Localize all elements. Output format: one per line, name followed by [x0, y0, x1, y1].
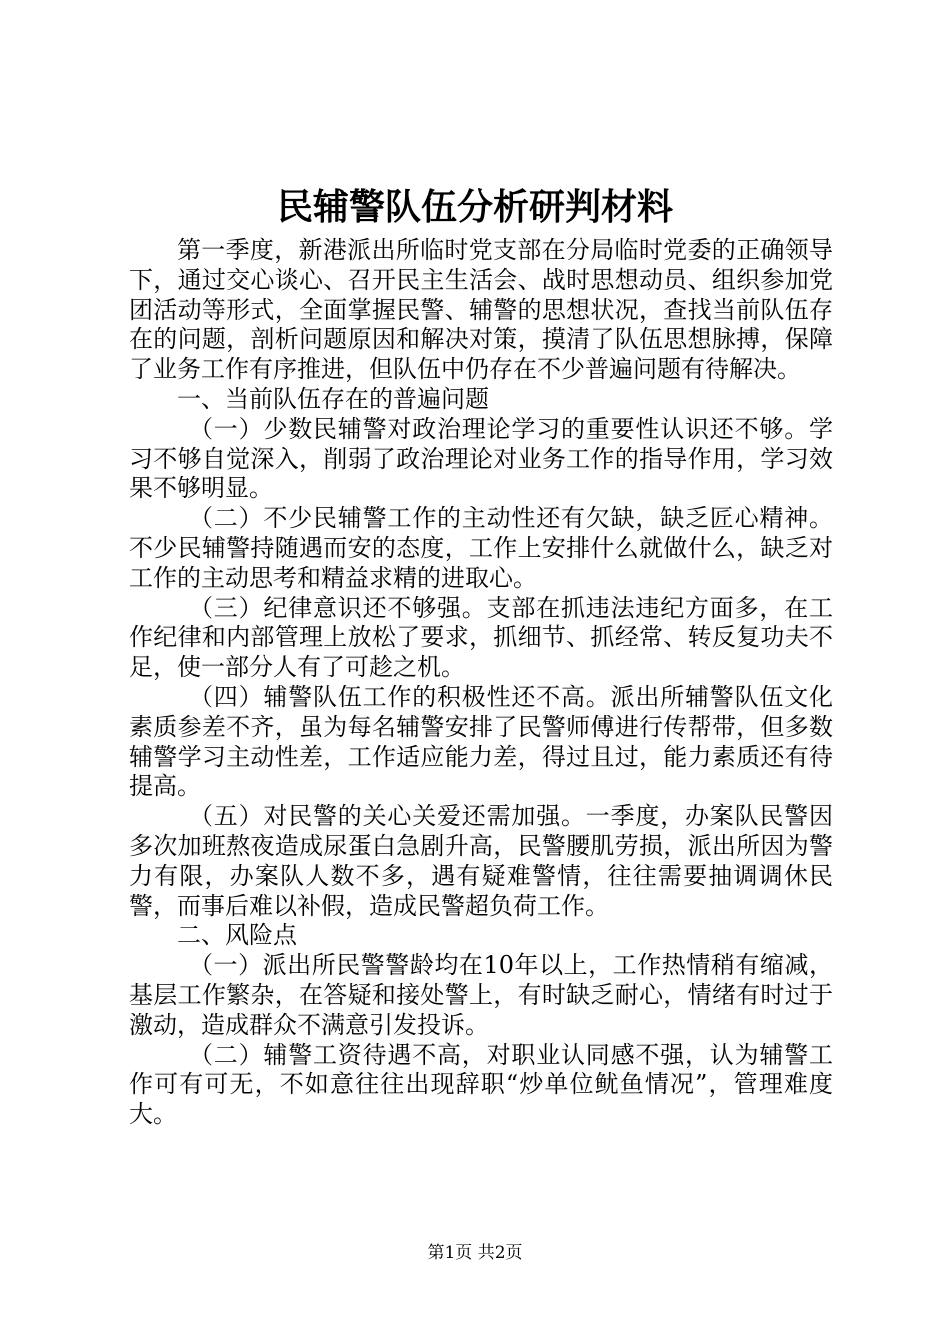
section-1-item-5: （五）对民警的关心关爱还需加强。一季度，办案队民警因多次加班熬夜造成尿蛋白急剧升高，民警腰肌劳损，派出所因为警力有限，办案队人数不多，遇有疑难警情，往往需要抽调调休民警，而事后难以补假，造成民警超负荷工作。: [129, 802, 833, 920]
section-2-item-1: （一）派出所民警警龄均在10年以上，工作热情稍有缩减，基层工作繁杂，在答疑和接处警上，有时缺乏耐心，情绪有时过于激动，造成群众不满意引发投诉。: [129, 951, 833, 1039]
section-heading-1: 一、当前队伍存在的普遍问题: [177, 384, 489, 413]
section-heading-2: 二、风险点: [177, 921, 297, 950]
section-1-item-2: （二）不少民辅警工作的主动性还有欠缺，缺乏匠心精神。不少民辅警持随遇而安的态度，工作上安排什么就做什么，缺乏对工作的主动思考和精益求精的进取心。: [129, 504, 833, 592]
document-title: 民辅警队伍分析研判材料: [276, 186, 673, 228]
document-body: [129, 236, 833, 1130]
section-1-item-1: （一）少数民辅警对政治理论学习的重要性认识还不够。学习不够自觉深入，削弱了政治理论对业务工作的指导作用，学习效果不够明显。: [129, 414, 833, 503]
section-2-item-2: （二）辅警工资待遇不高，对职业认同感不强，认为辅警工作可有可无，不如意往往出现辞职“炒单位鱿鱼情况”，管理难度大。: [129, 1040, 833, 1129]
section-1-item-4: （四）辅警队伍工作的积极性还不高。派出所辅警队伍文化素质参差不齐，虽为每名辅警安排了民警师傅进行传帮带，但多数辅警学习主动性差，工作适应能力差，得过且过，能力素质还有待提高。: [129, 682, 833, 801]
page-footer: 第1页 共2页: [427, 1243, 523, 1263]
intro-paragraph: 第一季度，新港派出所临时党支部在分局临时党委的正确领导下，通过交心谈心、召开民主生活会、战时思想动员、组织参加党团活动等形式，全面掌握民警、辅警的思想状况，查找当前队伍存在的问题，剖析问题原因和解决对策，摸清了队伍思想脉搏，保障了业务工作有序推进，但队伍中仍存在不少普遍问题有待解决。: [129, 236, 833, 384]
section-1-item-3: （三）纪律意识还不够强。支部在抓违法违纪方面多，在工作纪律和内部管理上放松了要求，抓细节、抓经常、转反复功夫不足，使一部分人有了可趁之机。: [129, 593, 833, 682]
